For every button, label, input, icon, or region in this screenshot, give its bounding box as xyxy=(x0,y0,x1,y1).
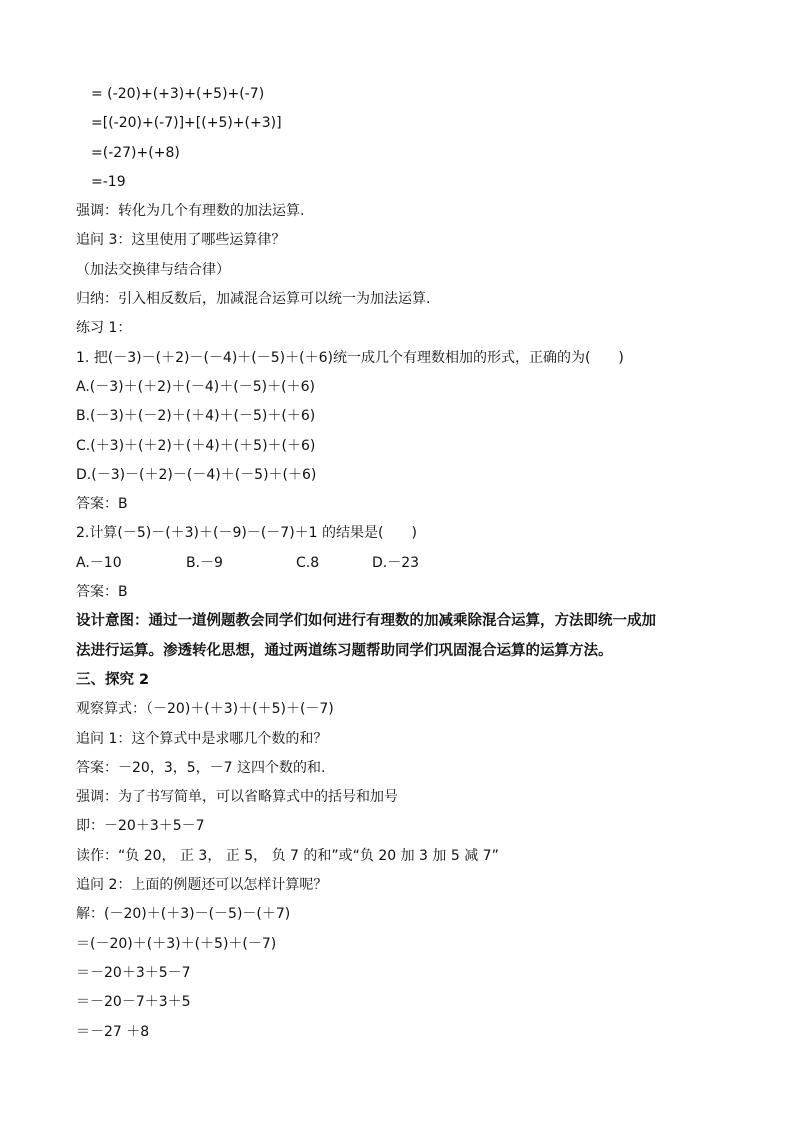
follow-up-question-2: 追问 2：上面的例题还可以怎样计算呢？ xyxy=(76,877,328,893)
simplified-expression: 即：－20＋3＋5－7 xyxy=(76,818,205,834)
follow-up-question-3: 追问 3：这里使用了哪些运算律？ xyxy=(76,232,286,248)
answer-2: 答案：B xyxy=(76,584,128,600)
design-intent-line-1: 设计意图：通过一道例题教会同学们如何进行有理数的加减乘除混合运算，方法即统一成加 xyxy=(76,613,656,629)
question-2-option-d: D.－23 xyxy=(372,555,420,571)
observe-expression: 观察算式：（－20)＋(＋3)＋(＋5)＋(－7) xyxy=(76,701,334,717)
question-2-option-a: A.－10 xyxy=(76,555,122,571)
exercise-question-2: 2.计算(－5)－(＋3)＋(－9)－(－7)＋1 的结果是( ) xyxy=(76,525,417,541)
summary-text: 归纳：引入相反数后，加减混合运算可以统一为加法运算. xyxy=(76,291,431,307)
calc-step-3: =(-27)+(+8) xyxy=(91,145,180,161)
follow-up-question-1: 追问 1：这个算式中是求哪几个数的和？ xyxy=(76,731,328,747)
calc-step-2: =[(-20)+(-7)]+[(+5)+(+3)] xyxy=(91,115,282,131)
question-1-option-a: A.(－3)＋(＋2)＋(－4)＋(－5)＋(＋6) xyxy=(76,379,315,395)
emphasis-text: 强调：转化为几个有理数的加法运算. xyxy=(76,203,305,219)
solution-step-1: 解：(－20)＋(＋3)－(－5)－(＋7) xyxy=(76,906,291,922)
question-1-option-c: C.(＋3)＋(＋2)＋(＋4)＋(＋5)＋(＋6) xyxy=(76,438,316,454)
calc-step-1: = (-20)+(+3)+(+5)+(-7) xyxy=(91,86,265,102)
exercise-question-1: 1. 把(－3)－(＋2)－(－4)＋(－5)＋(＋6)统一成几个有理数相加的形式，正确的为( ) xyxy=(76,350,624,366)
question-2-option-c: C.8 xyxy=(296,555,320,571)
solution-step-3: ＝－20＋3＋5－7 xyxy=(76,965,191,981)
question-2-options xyxy=(76,553,419,573)
read-as-text: 读作：“负 20， 正 3， 正 5， 负 7 的和”或“负 20 加 3 加 5 减 7” xyxy=(76,848,499,864)
calc-step-4: =-19 xyxy=(91,174,126,190)
follow-up-answer-3: （加法交换律与结合律） xyxy=(76,262,230,278)
section-heading: 三、探究 2 xyxy=(76,672,150,688)
question-2-option-b: B.－9 xyxy=(186,555,223,571)
design-intent-line-2: 法进行运算。渗透转化思想，通过两道练习题帮助同学们巩固混合运算的运算方法。 xyxy=(76,643,613,659)
emphasis-simplify: 强调：为了书写简单，可以省略算式中的括号和加号 xyxy=(76,789,398,805)
question-1-option-b: B.(－3)＋(－2)＋(＋4)＋(－5)＋(＋6) xyxy=(76,408,316,424)
question-1-option-d: D.(－3)－(＋2)－(－4)＋(－5)＋(＋6) xyxy=(76,467,317,483)
solution-step-4: ＝－20－7＋3＋5 xyxy=(76,994,191,1010)
solution-step-2: ＝(－20)＋(＋3)＋(＋5)＋(－7) xyxy=(76,936,277,952)
answer-follow-up-1: 答案：－20，3，5，－7 这四个数的和. xyxy=(76,760,326,776)
solution-step-5: ＝－27 ＋8 xyxy=(76,1024,150,1040)
answer-1: 答案：B xyxy=(76,496,128,512)
exercise-heading: 练习 1： xyxy=(76,320,132,336)
